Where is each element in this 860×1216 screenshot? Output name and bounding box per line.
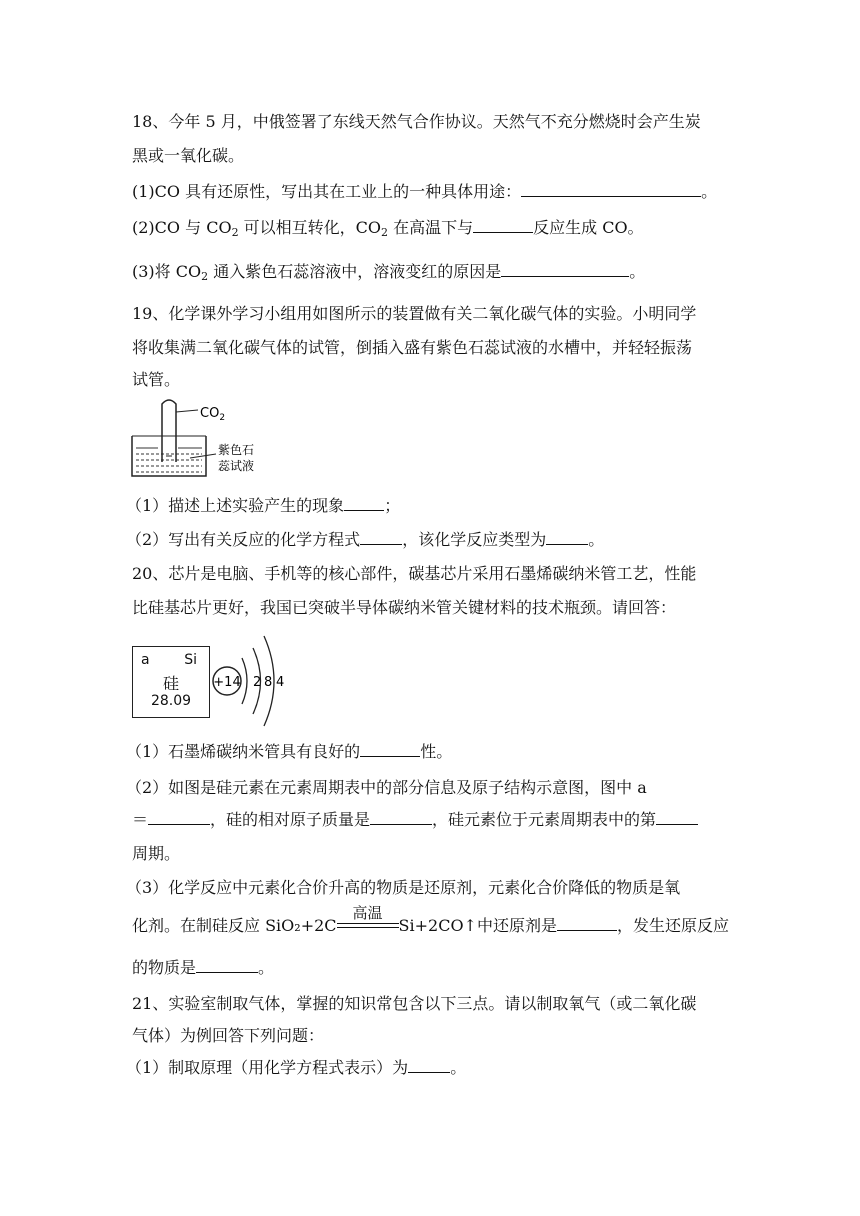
answer-blank[interactable] bbox=[408, 1056, 450, 1073]
q19-part2: （2）写出有关反应的化学方程式 ，该化学反应类型为 。 bbox=[126, 530, 605, 549]
atomic-structure-diagram bbox=[208, 626, 288, 736]
answer-blank[interactable] bbox=[501, 260, 629, 277]
q20-stem-line2: 比硅基芯片更好，我国已突破半导体碳纳米管关键材料的技术瓶颈。请回答： bbox=[132, 598, 677, 617]
co2-label: $CO_2$ bbox=[200, 406, 226, 423]
answer-blank[interactable] bbox=[546, 528, 588, 545]
answer-blank[interactable] bbox=[473, 216, 533, 233]
litmus-label-1: 紫色石 bbox=[218, 443, 255, 457]
q20-stem-line1: 20、芯片是电脑、手机等的核心部件，碳基芯片采用石墨烯碳纳米管工艺，性能 bbox=[132, 564, 697, 583]
answer-blank[interactable] bbox=[521, 180, 701, 197]
q18-stem-line1: 18、今年 5 月，中俄签署了东线天然气合作协议。天然气不充分燃烧时会产生炭 bbox=[132, 112, 701, 131]
answer-blank[interactable] bbox=[360, 740, 420, 757]
answer-blank[interactable] bbox=[196, 956, 258, 973]
q18-part2: (2)CO 与 $CO_2$ 可以相互转化，$CO_2$ 在高温下与 反应生成 CO。 bbox=[132, 218, 644, 239]
electron-shell-1 bbox=[242, 658, 247, 704]
answer-blank[interactable] bbox=[344, 494, 384, 511]
shell-2-electrons: 8 bbox=[264, 675, 273, 690]
q20-part2-line1: （2）如图是硅元素在元素周期表中的部分信息及原子结构示意图，图中 a bbox=[126, 778, 647, 797]
q20-part2-line2: ＝ ，硅的相对原子质量是 ，硅元素位于元素周期表中的第 bbox=[132, 808, 698, 832]
q21-stem-line2: 气体）为例回答下列问题： bbox=[132, 1026, 325, 1045]
q21-stem-line1: 21、实验室制取气体，掌握的知识常包含以下三点。请以制取氧气（或二氧化碳 bbox=[132, 994, 697, 1013]
q20-part2-line3: 周期。 bbox=[132, 844, 181, 863]
answer-blank[interactable] bbox=[370, 808, 432, 825]
answer-blank[interactable] bbox=[360, 528, 402, 545]
nucleus-charge: +14 bbox=[213, 675, 241, 690]
atomic-number-label: a bbox=[141, 652, 150, 668]
q20-part3-line3: 的物质是 。 bbox=[132, 958, 275, 977]
shell-1-electrons: 2 bbox=[253, 675, 262, 690]
q20-part3-line1: （3）化学反应中元素化合价升高的物质是还原剂，元素化合价降低的物质是氧 bbox=[126, 878, 681, 897]
reaction-condition-arrow: 高温 bbox=[337, 915, 399, 933]
co2-test-tube-figure bbox=[128, 396, 278, 484]
q18-part1: (1)CO 具有还原性，写出其在工业上的一种具体用途： 。 bbox=[132, 182, 718, 201]
element-name: 硅 bbox=[162, 674, 179, 693]
q21-part1: （1）制取原理（用化学方程式表示）为 。 bbox=[126, 1058, 467, 1077]
q19-part1: （1）描述上述实验产生的现象 ； bbox=[126, 496, 401, 515]
shell-3-electrons: 4 bbox=[276, 675, 285, 690]
element-symbol: Si bbox=[184, 652, 197, 668]
test-tube bbox=[162, 400, 176, 462]
litmus-label-2: 蕊试液 bbox=[218, 459, 255, 473]
q18-part3: (3)将 $CO_2$ 通入紫色石蕊溶液中，溶液变红的原因是 。 bbox=[132, 262, 646, 283]
litmus-liquid bbox=[136, 448, 202, 472]
q19-stem-line3: 试管。 bbox=[132, 370, 181, 389]
atomic-mass: 28.09 bbox=[150, 693, 192, 709]
q20-part3-line2: 化剂。在制硅反应 SiO₂+2C 高温 Si+2CO↑中还原剂是 ，发生还原反应 bbox=[132, 904, 729, 935]
q20-part1: （1）石墨烯碳纳米管具有良好的 性。 bbox=[126, 742, 453, 761]
q19-stem-line1: 19、化学课外学习小组用如图所示的装置做有关二氧化碳气体的实验。小明同学 bbox=[132, 304, 697, 323]
answer-blank[interactable] bbox=[148, 808, 210, 825]
q18-stem-line2: 黑或一氧化碳。 bbox=[132, 146, 245, 165]
q19-stem-line2: 将收集满二氧化碳气体的试管，倒插入盛有紫色石蕊试液的水槽中，并轻轻振荡 bbox=[132, 338, 693, 357]
answer-blank[interactable] bbox=[557, 914, 617, 931]
answer-blank[interactable] bbox=[656, 808, 698, 825]
periodic-table-cell bbox=[132, 646, 210, 718]
